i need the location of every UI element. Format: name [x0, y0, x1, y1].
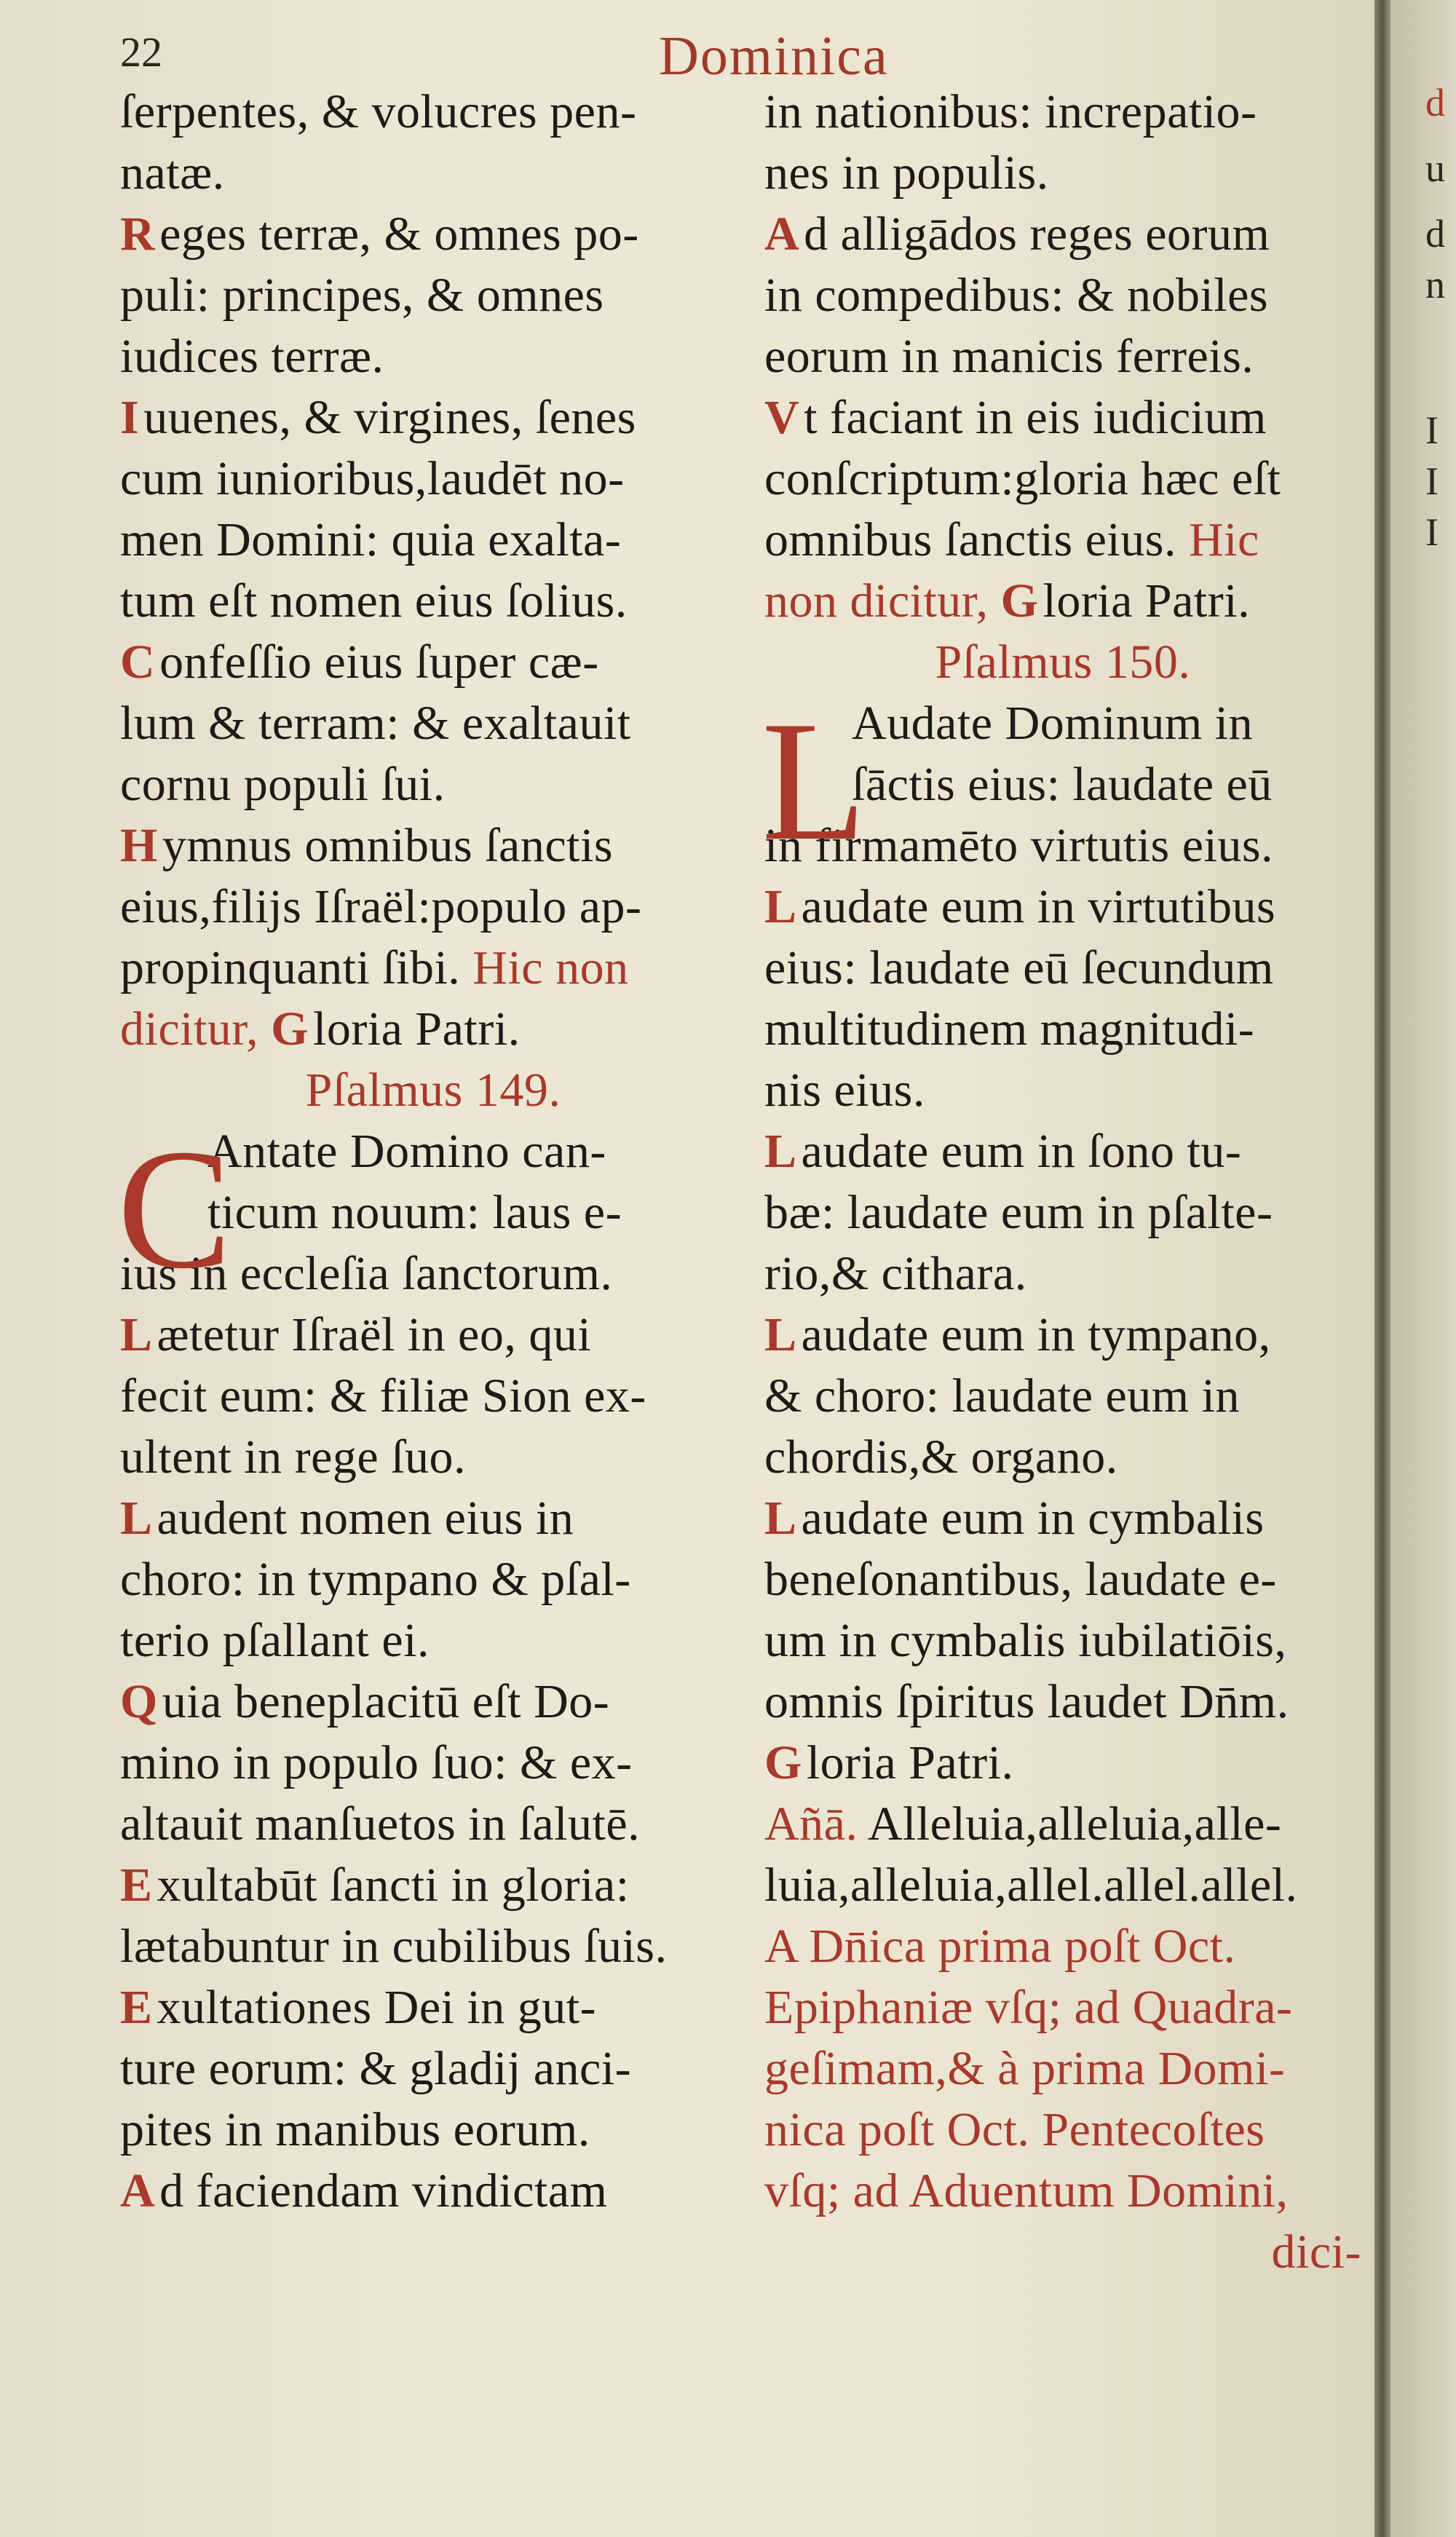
text-line: [764, 1366, 1361, 1427]
verse-initial: H: [120, 819, 158, 872]
text-line: [120, 632, 746, 693]
verse-initial: L: [764, 1308, 797, 1361]
text-line: [764, 265, 1361, 326]
text-line: [764, 1121, 1361, 1182]
text-line: [764, 1182, 1361, 1243]
text-line: [120, 693, 746, 754]
rubric-text: non dicitur,: [764, 574, 989, 628]
rubric-line: dici-: [1271, 2225, 1361, 2279]
text-line: [120, 1855, 746, 1916]
rubric-line: geſimam,& à prima Domi-: [764, 2042, 1286, 2095]
verse-text: ticum nouum: laus e-: [207, 1186, 622, 1239]
verse-initial: G: [271, 1002, 309, 1056]
verse-text: puli: principes, & omnes: [120, 269, 604, 322]
verse-text: lum & terram: & exaltauit: [120, 697, 631, 750]
text-line: [120, 1549, 746, 1610]
verse-text: loria Patri.: [806, 1736, 1014, 1789]
rubric-line: Epiphaniæ vſq; ad Quadra-: [764, 1981, 1293, 2034]
verse-initial: C: [120, 636, 156, 689]
text-line: [120, 1916, 746, 1977]
text-line: [764, 1549, 1361, 1610]
verse-text: d faciendam vindictam: [159, 2164, 608, 2217]
text-line: [120, 1305, 746, 1366]
verse-text: chordis,& organo.: [764, 1430, 1118, 1484]
verse-initial: E: [120, 1981, 153, 2034]
verse-text: propinquanti ſibi.: [120, 941, 461, 994]
verse-initial: R: [120, 207, 156, 261]
verse-text: cornu populi ſui.: [120, 758, 446, 811]
verse-text: Alleluia,alleluia,alle-: [867, 1797, 1282, 1851]
text-line: [764, 448, 1361, 510]
verse-text: uuenes, & virgines, ſenes: [143, 391, 636, 444]
verse-text: ymnus omnibus ſanctis: [162, 819, 614, 872]
text-line: [764, 82, 1361, 143]
verse-text: audate eum in virtutibus: [801, 880, 1276, 933]
verse-text: luia,alleluia,allel.allel.allel.: [764, 1859, 1298, 1912]
verse-initial: V: [764, 391, 800, 444]
text-line: [120, 1977, 746, 2038]
verse-text: eius: laudate eū ſecundum: [764, 941, 1274, 994]
page-header: [0, 15, 1380, 87]
psalm-heading: Pſalmus 149.: [305, 1064, 561, 1117]
verse-text: loria Patri.: [1042, 574, 1251, 628]
verse-text: omnibus ſanctis eius.: [764, 513, 1176, 566]
rubric-text: dicitur,: [120, 1002, 259, 1056]
verse-text: Antate Domino can-: [207, 1125, 606, 1178]
verse-initial: L: [764, 1492, 797, 1545]
text-line: [764, 1733, 1361, 1794]
verse-text: eges terræ, & omnes po-: [159, 207, 639, 261]
running-title: Dominica: [659, 25, 889, 87]
book-gutter: [1374, 0, 1390, 2537]
verse-text: mino in populo ſuo: & ex-: [120, 1736, 633, 1789]
text-line: [120, 754, 746, 815]
verse-initial: L: [120, 1492, 153, 1545]
verse-text: ſerpentes, & volucres pen-: [120, 85, 637, 138]
verse-text: natæ.: [120, 146, 225, 199]
verse-text: onfeſſio eius ſuper cæ-: [159, 636, 599, 689]
facing-page-letter: n: [1425, 263, 1445, 306]
verse-text: d alligādos reges eorum: [804, 207, 1270, 261]
verse-text: audate eum in ſono tu-: [801, 1125, 1242, 1178]
verse-text: ultent in rege ſuo.: [120, 1430, 467, 1484]
text-line: [764, 1243, 1361, 1305]
verse-text: choro: in tympano & pſal-: [120, 1553, 631, 1606]
verse-text: audate eum in cymbalis: [801, 1492, 1265, 1545]
text-line: [764, 938, 1361, 999]
text-line: [120, 143, 746, 204]
text-line: [764, 204, 1361, 265]
facing-page-letter: I: [1425, 408, 1439, 452]
text-line: [764, 1610, 1361, 1671]
text-line: [120, 448, 746, 510]
rubric-text: Hic: [1188, 513, 1259, 566]
verse-text: terio pſallant ei.: [120, 1614, 430, 1667]
text-line: [120, 1427, 746, 1488]
facing-page-edge: [1390, 0, 1456, 2537]
text-line: [120, 1488, 746, 1549]
text-line: [764, 1305, 1361, 1366]
verse-text: pites in manibus eorum.: [120, 2103, 590, 2156]
text-line: [120, 571, 746, 632]
verse-text: ius in eccleſia ſanctorum.: [120, 1247, 613, 1300]
text-line: [120, 2161, 746, 2222]
text-line: [764, 387, 1361, 448]
text-line: [764, 571, 1361, 632]
verse-text: audate eum in tympano,: [801, 1308, 1271, 1361]
facing-page-letter: I: [1425, 459, 1439, 503]
rubric-line: A Dn̄ica prima poſt Oct.: [764, 1920, 1236, 1973]
rubric-line: nica poſt Oct. Pentecoſtes: [764, 2103, 1265, 2156]
verse-text: multitudinem magnitudi-: [764, 1002, 1255, 1056]
text-line: [120, 510, 746, 571]
rubric-text: Hic non: [472, 941, 629, 994]
verse-text: nis eius.: [764, 1064, 925, 1117]
verse-text: & choro: laudate eum in: [764, 1369, 1240, 1422]
text-line: [120, 1366, 746, 1427]
text-line: [764, 1427, 1361, 1488]
text-line: [120, 1610, 746, 1671]
verse-text: xultationes Dei in gut-: [157, 1981, 597, 2034]
rubric-text: Añā.: [764, 1797, 858, 1851]
verse-initial: A: [120, 2164, 156, 2217]
text-line: [120, 1733, 746, 1794]
text-line: [764, 510, 1361, 571]
text-line: [120, 1671, 746, 1733]
text-line: [120, 387, 746, 448]
verse-text: audent nomen eius in: [157, 1492, 574, 1545]
verse-text: t faciant in eis iudicium: [804, 391, 1267, 444]
verse-initial: G: [1000, 574, 1039, 628]
verse-text: omnis ſpiritus laudet Dn̄m.: [764, 1675, 1289, 1728]
verse-text: ſāctis eius: laudate eū: [852, 758, 1273, 811]
text-line: [120, 815, 746, 876]
text-line: [120, 876, 746, 938]
rubric-line: vſq; ad Aduentum Domini,: [764, 2164, 1289, 2217]
verse-initial: L: [764, 1125, 797, 1178]
verse-initial: L: [764, 880, 797, 933]
text-line: [764, 1671, 1361, 1733]
text-line: [120, 1794, 746, 1855]
verse-text: ture eorum: & gladij anci-: [120, 2042, 632, 2095]
verse-text: conſcriptum:gloria hæc eſt: [764, 452, 1281, 505]
facing-page-letter: d: [1425, 81, 1445, 124]
text-line: [764, 326, 1361, 387]
verse-text: Audate Dominum in: [852, 697, 1254, 750]
verse-text: rio,& cithara.: [764, 1247, 1027, 1300]
verse-text: uia beneplacitū eſt Do-: [162, 1675, 610, 1728]
text-line: [120, 204, 746, 265]
verse-text: men Domini: quia exalta-: [120, 513, 622, 566]
verse-text: eorum in manicis ferreis.: [764, 330, 1254, 383]
text-line: [764, 1794, 1361, 1855]
page-number: 22: [120, 28, 162, 76]
verse-text: xultabūt ſancti in gloria:: [157, 1859, 630, 1912]
verse-initial: E: [120, 1859, 153, 1912]
text-line: [764, 143, 1361, 204]
verse-text: cum iunioribus,laudēt no-: [120, 452, 625, 505]
verse-initial: G: [764, 1736, 802, 1789]
text-line: [120, 265, 746, 326]
text-line: [120, 2099, 746, 2161]
verse-text: tum eſt nomen eius ſolius.: [120, 574, 628, 628]
verse-text: ætetur Iſraël in eo, qui: [157, 1308, 592, 1361]
text-line: [120, 999, 746, 1060]
text-line: [764, 1488, 1361, 1549]
verse-initial: A: [764, 207, 800, 261]
verse-text: um in cymbalis iubilatiōis,: [764, 1614, 1287, 1667]
text-line: [120, 2038, 746, 2099]
verse-initial: Q: [120, 1675, 158, 1728]
drop-initial: L: [761, 686, 867, 876]
verse-text: loria Patri.: [312, 1002, 521, 1056]
verse-text: in compedibus: & nobiles: [764, 269, 1269, 322]
verse-initial: L: [120, 1308, 153, 1361]
text-line: [120, 326, 746, 387]
verse-text: nes in populis.: [764, 146, 1049, 199]
verse-text: beneſonantibus, laudate e-: [764, 1553, 1277, 1606]
text-line: [120, 82, 746, 143]
text-line: [764, 1855, 1361, 1916]
verse-text: in nationibus: increpatio-: [764, 85, 1257, 138]
verse-text: eius,filijs Iſraël:populo ap-: [120, 880, 642, 933]
verse-text: altauit manſuetos in ſalutē.: [120, 1797, 641, 1851]
left-column: [117, 82, 746, 2222]
drop-initial: C: [117, 1115, 232, 1305]
facing-page-letter: u: [1425, 146, 1445, 190]
verse-text: iudices terræ.: [120, 330, 384, 383]
facing-page-letter: I: [1425, 510, 1439, 554]
text-line: [764, 876, 1361, 938]
verse-text: lætabuntur in cubilibus ſuis.: [120, 1920, 668, 1973]
verse-initial: I: [120, 391, 140, 444]
psalm-heading: Pſalmus 150.: [935, 636, 1191, 689]
right-column: [761, 82, 1361, 2283]
verse-text: bæ: laudate eum in pſalte-: [764, 1186, 1273, 1239]
text-line: [120, 938, 746, 999]
text-line: [764, 1060, 1361, 1121]
facing-page-letter: d: [1425, 212, 1445, 256]
verse-text: fecit eum: & filiæ Sion ex-: [120, 1369, 646, 1422]
text-line: [764, 999, 1361, 1060]
verse-text: in firmamēto virtutis eius.: [764, 819, 1274, 872]
